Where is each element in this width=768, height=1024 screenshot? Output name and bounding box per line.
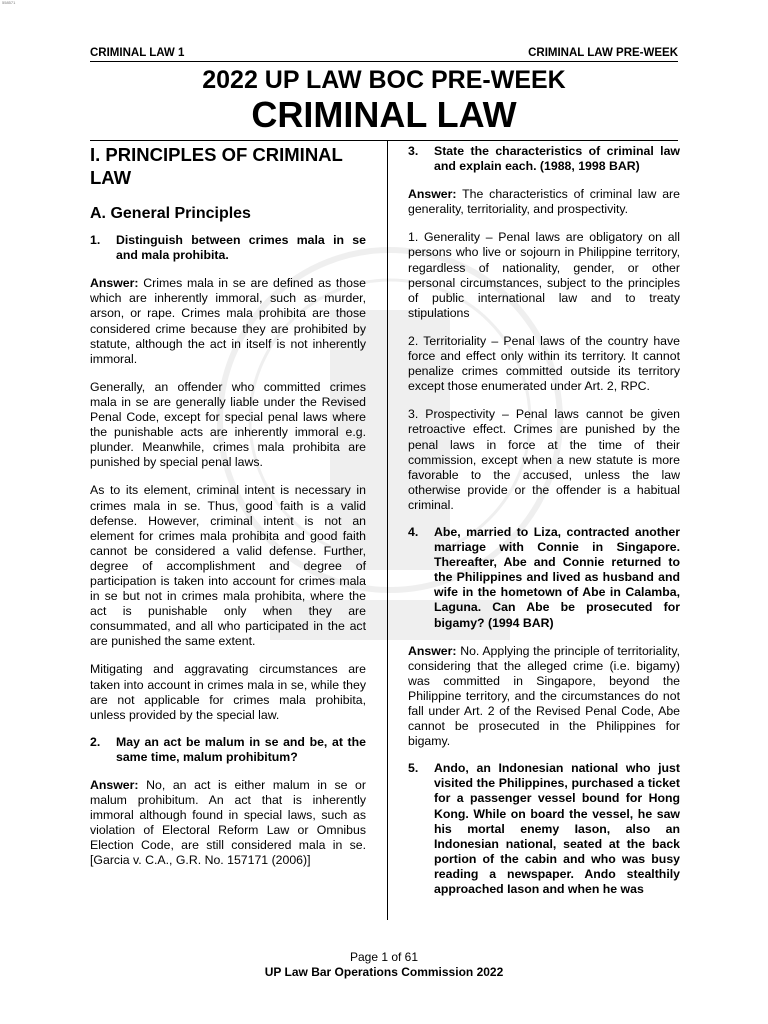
question-text: State the characteristics of criminal law and explain each. (1988, 1998 BAR) <box>434 144 680 174</box>
answer-paragraph: 2. Territoriality – Penal laws of the country have force and effect only within its territory. It cannot penalize crimes committed outside its territory except those enumerated under Art. 2, RPC. <box>408 333 680 394</box>
answer-text: Crimes mala in se are defined as those which are inherently immoral, such as murder, arson, or rape. Crimes mala prohibita are those considered crime because they are prohibited by statute, although the act in itself is not inherently immoral. <box>90 276 366 366</box>
document-title-line2: CRIMINAL LAW <box>251 94 517 135</box>
answer-label: Answer: <box>90 778 139 792</box>
answer-paragraph: 3. Prospectivity – Penal laws cannot be given retroactive effect. Crimes are punished by the penal laws in force at the time of their commission, except when a new statute is more favorable to the accused, unless the law otherwise provide or the offender is a habitual criminal. <box>408 407 680 512</box>
document-title-line1: 2022 UP LAW BOC PRE-WEEK <box>202 66 566 94</box>
question-2 <box>90 735 366 765</box>
answer-paragraph: As to its element, criminal intent is necessary in crimes mala in se. Thus, good faith is a valid defense. However, criminal intent is not an element for crimes mala prohibita and good faith cannot be considered a valid defense. Further, degree of accomplishment and degree of participation is taken into account for crimes mala in se but not in crimes mala prohibita, where the act is punishable only when they are consummated, and all who participated in the act are punished the same extent. <box>90 483 366 649</box>
answer-paragraph <box>90 276 366 367</box>
answer-text: The characteristics of criminal law are generality, territoriality, and prospectivity. <box>408 187 680 217</box>
question-number: 5. <box>408 761 419 776</box>
question-3 <box>408 144 680 174</box>
answer-paragraph <box>408 644 680 750</box>
question-number: 3. <box>408 144 419 158</box>
question-number: 4. <box>408 524 419 539</box>
answer-paragraph: Generally, an offender who committed crimes mala in se are generally liable under the Revised Penal Code, except for special penal laws where the punishable acts are inherently immoral e.g. plunder. Meanwhile, crimes mala prohibita are punished by special penal laws. <box>90 379 366 470</box>
question-text: Distinguish between crimes mala in se and mala prohibita. <box>116 233 366 263</box>
answer-paragraph: 1. Generality – Penal laws are obligatory on all persons who live or sojourn in Philippine territory, regardless of nationality, gender, or other personal circumstances, subject to the principles of public international law and to treaty stipulations <box>408 230 680 320</box>
answer-text: No. Applying the principle of territoriality, considering that the alleged crime (i.e. bigamy) was committed in Singapore, beyond the Philippine territory, and the circumstances do not fall under Art. 2 of the Revised Penal Code, Abe cannot be prosecuted in the Philippines for bigamy. <box>408 643 680 749</box>
header-right: CRIMINAL LAW PRE-WEEK <box>528 47 678 59</box>
column-divider <box>387 140 388 920</box>
answer-paragraph <box>90 778 366 869</box>
footer-organization: UP Law Bar Operations Commission 2022 <box>264 965 504 979</box>
question-text: May an act be malum in se and be, at the same time, malum prohibitum? <box>116 734 366 764</box>
section-heading: I. PRINCIPLES OF CRIMINAL LAW <box>90 144 343 188</box>
answer-paragraph: Mitigating and aggravating circumstances are taken into account in crimes mala in se, while they are not applicable for crimes mala prohibita, unless provided by the special law. <box>90 662 366 722</box>
question-text: Abe, married to Liza, contracted another marriage with Connie in Singapore. Thereafter, Abe and Connie returned to the Philippines and lived as husband and wife in the hometown of Abe in Calamba, Laguna. Can Abe be prosecuted for bigamy? (1994 BAR) <box>434 524 680 630</box>
page-number: Page 1 of 61 <box>349 950 419 964</box>
left-column <box>90 140 366 869</box>
question-4 <box>408 525 680 631</box>
answer-label: Answer: <box>408 643 457 658</box>
answer-text: No, an act is either malum in se or malum prohibitum. An act that is inherently immoral although found in special laws, such as violation of Electoral Reform Law or Omnibus Election Code, are still considered mala in se. [Garcia v. C.A., G.R. No. 157171 (2006)] <box>90 778 366 868</box>
answer-paragraph <box>408 187 680 217</box>
header-left: CRIMINAL LAW 1 <box>90 47 185 59</box>
running-header <box>90 47 678 62</box>
answer-label: Answer: <box>90 276 139 291</box>
question-number: 1. <box>90 233 101 248</box>
question-5 <box>408 761 680 897</box>
right-column <box>408 140 680 897</box>
question-1 <box>90 233 366 263</box>
corner-mark: 558571 <box>2 0 16 5</box>
answer-label: Answer: <box>408 187 457 202</box>
question-text: Ando, an Indonesian national who just visited the Philippines, purchased a ticket for a passenger vessel bound for Hong Kong. While on board the vessel, he saw his mortal enemy Iason, also an Indonesian national, seated at the back portion of the cabin and who was busy reading a newspaper. Ando stealthily approached Iason and when he was <box>434 761 680 897</box>
subsection-heading: A. General Principles <box>90 205 251 222</box>
question-number: 2. <box>90 734 101 749</box>
